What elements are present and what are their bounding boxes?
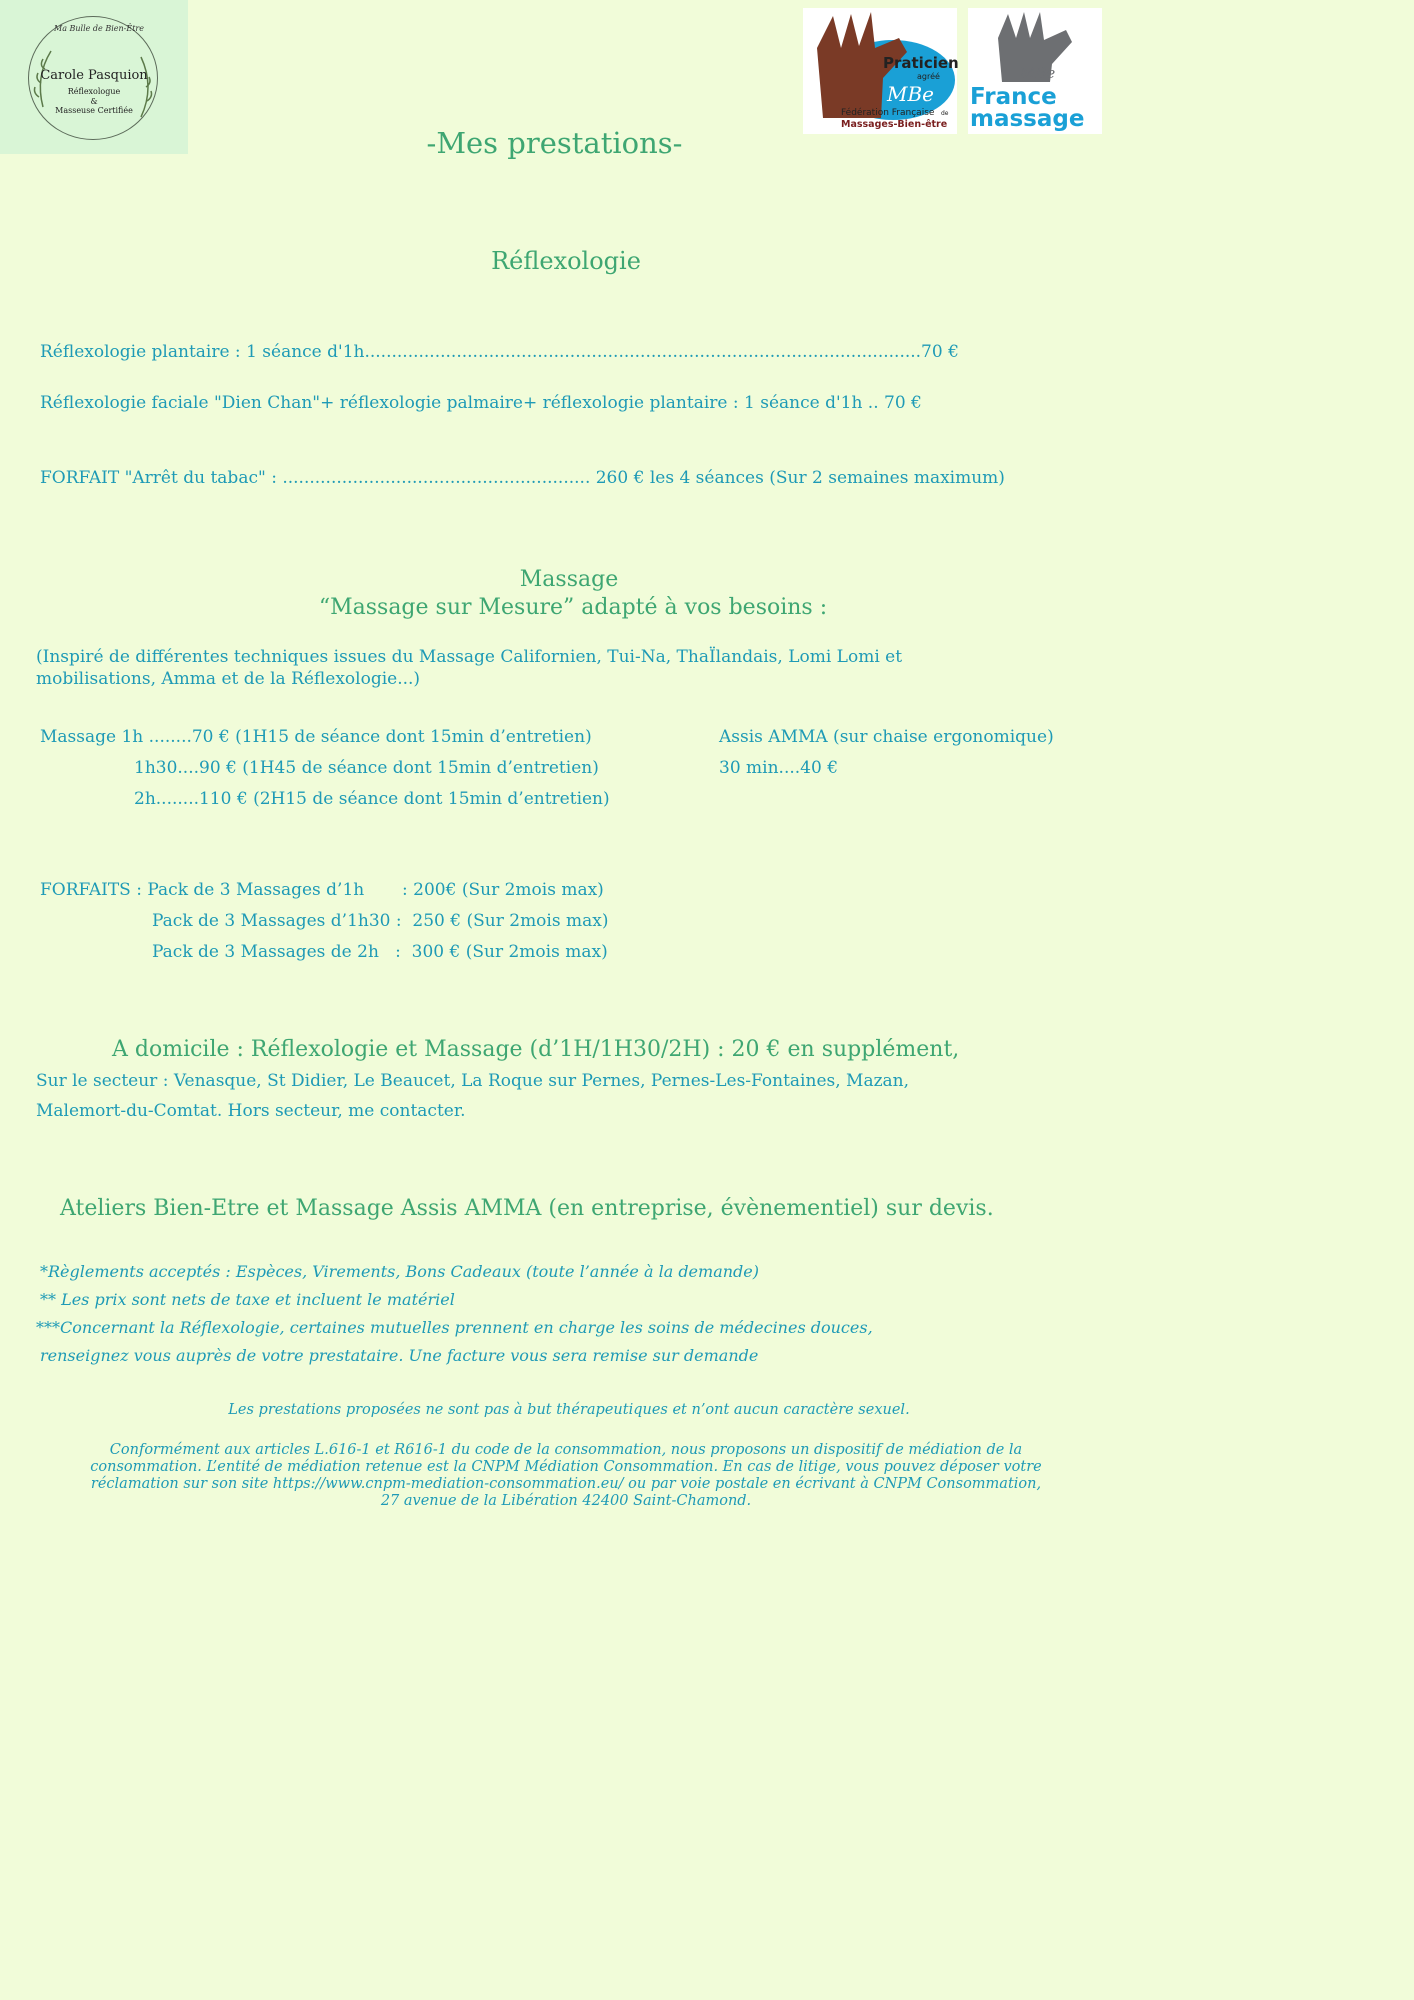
logo-line1: Réflexologue	[67, 87, 121, 96]
massage-price: 2h........110 € (2H15 de séance dont 15min d’entretien)	[134, 789, 610, 809]
ffmbe-mbe: MBe	[887, 82, 935, 106]
domicile-line: Malemort-du-Comtat. Hors secteur, me contacter.	[36, 1101, 466, 1121]
mediation-line: consommation. L’entité de médiation retenue est la CNPM Médiation Consommation. En cas de litige, vous pouvez déposer votre	[90, 1459, 1042, 1475]
note-mutuelles: ***Concernant la Réflexologie, certaines mutuelles prennent en charge les soins de médecines douces,	[36, 1318, 873, 1337]
praticien-label: Praticien	[883, 54, 959, 72]
massage-forfait: Pack de 3 Massages d’1h30 : 250 € (Sur 2mois max)	[152, 911, 609, 931]
france-massage-mbe: MBe	[1020, 64, 1056, 82]
reflexologie-heading: Réflexologie	[491, 247, 641, 275]
mediation-line: réclamation sur son site https://www.cnpm-mediation-consommation.eu/ ou par voie postale en écrivant à CNPM Consommation,	[90, 1476, 1042, 1492]
reflexologie-item: Réflexologie faciale "Dien Chan"+ réflexologie palmaire+ réflexologie plantaire : 1 séance d'1h .. 70 €	[40, 393, 922, 413]
amma-title: Assis AMMA (sur chaise ergonomique)	[719, 727, 1054, 747]
ffmbe-praticien-badge	[803, 8, 957, 134]
amma-price: 30 min....40 €	[719, 758, 839, 778]
massage-forfait: FORFAITS : Pack de 3 Massages d’1h : 200€ (Sur 2mois max)	[40, 880, 604, 900]
domicile-line: Sur le secteur : Venasque, St Didier, Le Beaucet, La Roque sur Pernes, Pernes-Les-Fontaines, Mazan,	[36, 1071, 910, 1091]
reflexologie-item: Réflexologie plantaire : 1 séance d'1h.......................................................................................................70 €	[40, 342, 959, 362]
reflexologie-forfait: FORFAIT "Arrêt du tabac" : ......................................................... 260 € les 4 séances (Sur 2 semaines maximum)	[40, 468, 1005, 488]
massage-price: Massage 1h ........70 € (1H15 de séance dont 15min d’entretien)	[40, 727, 592, 747]
logo-name: Carole Pasquion	[40, 68, 148, 83]
massage-forfait: Pack de 3 Massages de 2h : 300 € (Sur 2mois max)	[152, 942, 608, 962]
france-massage-badge	[968, 8, 1102, 134]
logo-line3: Masseuse Certifiée	[55, 106, 133, 115]
page-title: -Mes prestations-	[426, 126, 683, 160]
domicile-heading: A domicile : Réflexologie et Massage (d’1H/1H30/2H) : 20 € en supplément,	[112, 1037, 960, 1062]
mediation-line: 27 avenue de la Libération 42400 Saint-Chamond.	[380, 1493, 752, 1509]
france-label: France	[970, 84, 1057, 110]
mediation-block	[0, 1442, 1132, 1510]
note-payment: *Règlements acceptés : Espèces, Virements, Bons Cadeaux (toute l’année à la demande)	[40, 1262, 759, 1281]
disclaimer: Les prestations proposées ne sont pas à but thérapeutiques et n’ont aucun caractère sexuel.	[228, 1402, 910, 1418]
federation-label: Fédération Française	[841, 108, 935, 118]
massage-inspiration: (Inspiré de différentes techniques issues du Massage Californien, Tui-Na, ThaÏlandais, Lomi Lomi et	[36, 647, 903, 667]
ateliers-heading: Ateliers Bien-Etre et Massage Assis AMMA (en entreprise, évènementiel) sur devis.	[60, 1196, 994, 1221]
massages-bien-etre-label: Massages-Bien-être	[841, 119, 948, 130]
massage-label: massage	[970, 106, 1085, 132]
logo-arc-text: Ma Bulle de Bien-Être	[54, 24, 144, 33]
note-facture: renseignez vous auprès de votre prestataire. Une facture vous sera remise sur demande	[40, 1346, 759, 1365]
logo-line2: &	[90, 97, 98, 106]
massage-inspiration: mobilisations, Amma et de la Réflexologie...)	[36, 669, 421, 689]
massage-price: 1h30....90 € (1H45 de séance dont 15min d’entretien)	[134, 758, 599, 778]
massage-subheading: “Massage sur Mesure” adapté à vos besoins :	[318, 595, 828, 620]
mediation-line: Conformément aux articles L.616-1 et R616-1 du code de la consommation, nous proposons un dispositif de médiation de la	[109, 1442, 1023, 1458]
massage-heading: Massage	[519, 567, 619, 592]
de-label: de	[941, 110, 949, 117]
note-taxes: ** Les prix sont nets de taxe et incluent le matériel	[40, 1290, 455, 1309]
agree-label: agréé	[917, 72, 940, 81]
